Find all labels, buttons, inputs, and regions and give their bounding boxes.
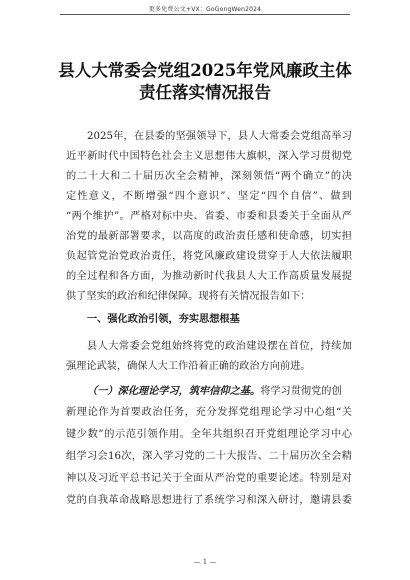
paragraph-1-line: 的全过程和各方面，为推动新时代我县人大工作高质量发展提 (66, 271, 352, 282)
subsection-heading-1: （一）深化理论学习，筑牢信仰之基。 (87, 385, 261, 397)
paragraph-3-line: 党的自我革命战略思想进行了系统学习和深入研讨，邀请县委 (66, 495, 352, 506)
paragraph-1-line: 近平新时代中国特色社会主义思想伟大旗帜，深入学习贯彻党 (66, 151, 352, 162)
header-divider (60, 14, 350, 15)
paragraph-3-line: 组学习会16次，深入学习党的二十大报告、二十届历次全会精 (66, 451, 352, 462)
paragraph-1-line: “两个维护”。严格对标中央、省委、市委和县委关于全面从严 (66, 211, 352, 222)
paragraph-2-line: 强理论武装，确保人大工作沿着正确的政治方向前进。 (66, 361, 311, 372)
page-number: — 1 — (193, 558, 217, 566)
header-note: 更多免费公文+VX：GoGongWen2024 (148, 6, 262, 13)
paragraph-3-line: 神以及习近平总书记关于全面从严治党的重要论述。特别是对 (66, 473, 352, 484)
section-heading-1: 一、强化政治引领，夯实思想根基 (87, 314, 240, 325)
paragraph-1-line: 定性意义，不断增强“四个意识”、坚定“四个自信”、做到 (66, 191, 352, 202)
paragraph-1-line: 治党的最新部署要求，以高度的政治责任感和使命感，切实担 (66, 231, 352, 242)
paragraph-3-line: 新理论作为首要政治任务，充分发挥党组理论学习中心组“关 (66, 407, 352, 418)
document-title-line-1: 县人大常委会党组2025年党风廉政主体 (58, 61, 352, 80)
paragraph-1-line: 2025年，在县委的坚强领导下，县人大常委会党组高举习 (87, 131, 352, 142)
document-title-line-2: 责任落实情况报告 (139, 83, 271, 102)
paragraph-1-line: 供了坚实的政治和纪律保障。现将有关情况报告如下： (66, 291, 311, 302)
paragraph-3-line: 键少数”的示范引领作用。全年共组织召开党组理论学习中心 (66, 429, 352, 440)
paragraph-3-start: 将学习贯彻党的创 (260, 386, 342, 397)
paragraph-1-line: 负起管党治党政治责任，将党风廉政建设贯穿于人大依法履职 (66, 251, 352, 262)
paragraph-2-line: 县人大常委会党组始终将党的政治建设摆在首位，持续加 (87, 341, 352, 352)
subsection-line (87, 384, 352, 399)
paragraph-1-line: 的二十大和二十届历次全会精神，深刻领悟“两个确立”的决 (66, 171, 352, 182)
